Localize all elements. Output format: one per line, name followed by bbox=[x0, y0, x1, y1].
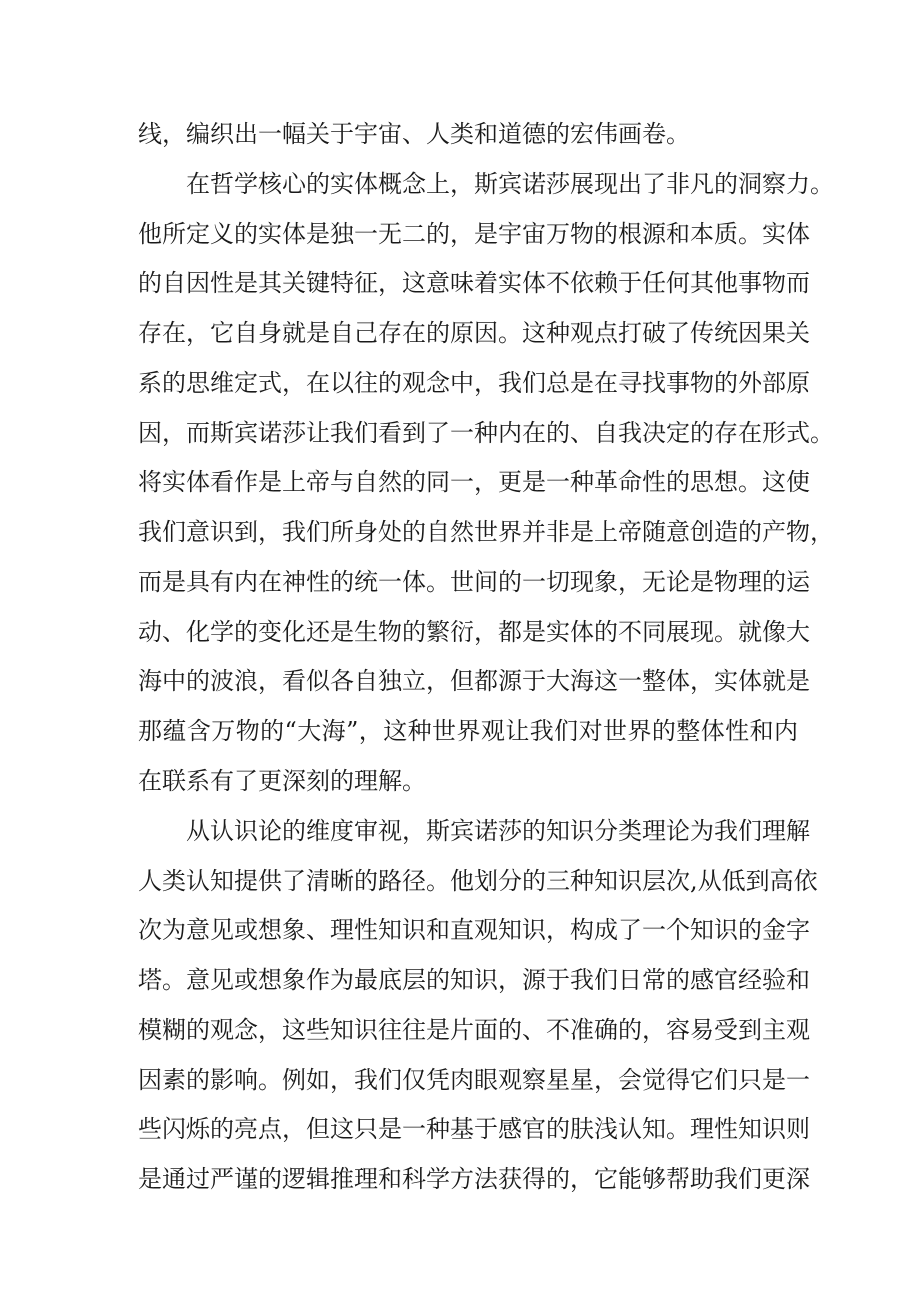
text-line: 存在，它自身就是自己存在的原因。这种观点打破了传统因果关 bbox=[138, 319, 810, 347]
text-line: 塔。意见或想象作为最底层的知识，源于我们日常的感官经验和 bbox=[138, 966, 810, 994]
text-line: 而是具有内在神性的统一体。世间的一切现象，无论是物理的运 bbox=[138, 568, 810, 596]
text-line: 系的思维定式，在以往的观念中，我们总是在寻找事物的外部原 bbox=[138, 369, 810, 397]
text-line: 些闪烁的亮点，但这只是一种基于感官的肤浅认知。理性知识则 bbox=[138, 1115, 810, 1143]
text-line: 我们意识到，我们所身处的自然世界并非是上帝随意创造的产物， bbox=[138, 518, 834, 546]
text-line: 线，编织出一幅关于宇宙、人类和道德的宏伟画卷。 bbox=[138, 120, 690, 148]
text-line: 动、化学的变化还是生物的繁衍，都是实体的不同展现。就像大 bbox=[138, 618, 810, 646]
text-line: 从认识论的维度审视，斯宾诺莎的知识分类理论为我们理解 bbox=[186, 817, 810, 845]
text-line: 在哲学核心的实体概念上，斯宾诺莎展现出了非凡的洞察力。 bbox=[186, 170, 834, 198]
text-line: 在联系有了更深刻的理解。 bbox=[138, 767, 426, 795]
text-line: 因素的影响。例如，我们仅凭肉眼观察星星，会觉得它们只是一 bbox=[138, 1066, 810, 1094]
text-line: 人类认知提供了清晰的路径。他划分的三种知识层次,从低到高依 bbox=[138, 867, 818, 895]
text-line: 是通过严谨的逻辑推理和科学方法获得的，它能够帮助我们更深 bbox=[138, 1165, 810, 1193]
text-line: 将实体看作是上帝与自然的同一，更是一种革命性的思想。这使 bbox=[138, 468, 810, 496]
text-line: 的自因性是其关键特征，这意味着实体不依赖于任何其他事物而 bbox=[138, 269, 810, 297]
text-line: 那蕴含万物的“大海”，这种世界观让我们对世界的整体性和内 bbox=[138, 717, 798, 745]
text-line: 海中的波浪，看似各自独立，但都源于大海这一整体，实体就是 bbox=[138, 667, 810, 695]
text-line: 因，而斯宾诺莎让我们看到了一种内在的、自我决定的存在形式。 bbox=[138, 419, 834, 447]
text-line: 次为意见或想象、理性知识和直观知识，构成了一个知识的金字 bbox=[138, 916, 810, 944]
text-line: 模糊的观念，这些知识往往是片面的、不准确的，容易受到主观 bbox=[138, 1016, 810, 1044]
text-line: 他所定义的实体是独一无二的，是宇宙万物的根源和本质。实体 bbox=[138, 220, 810, 248]
